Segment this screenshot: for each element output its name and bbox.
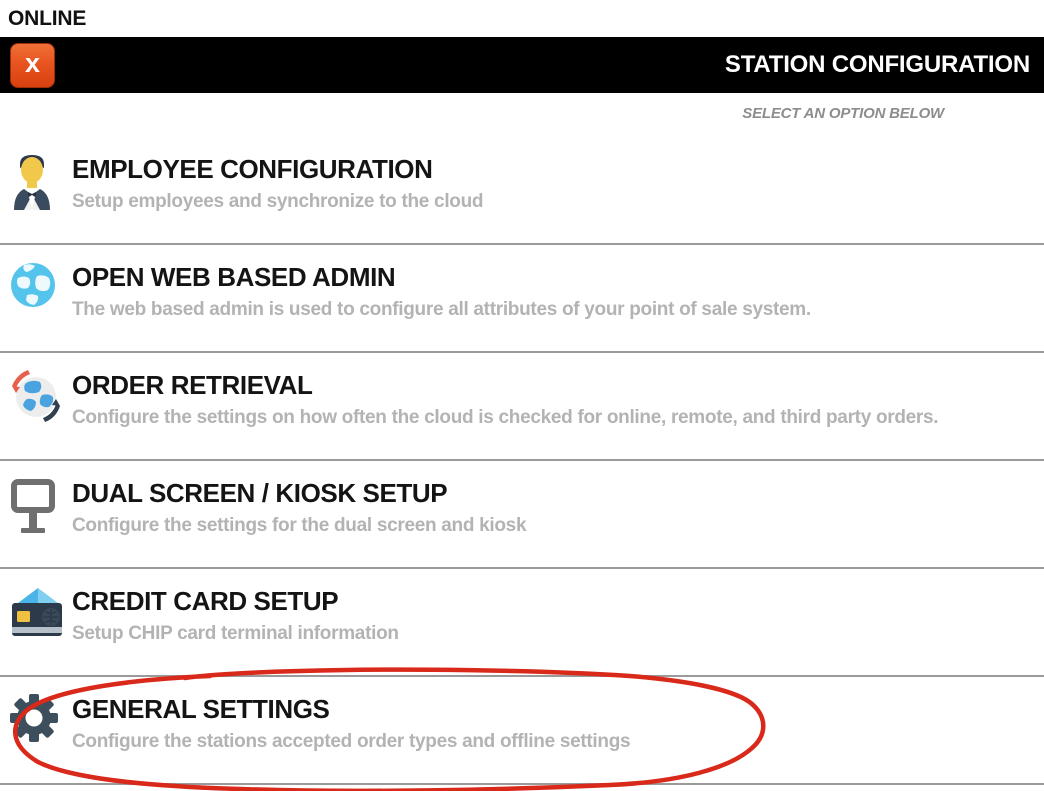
menu-item-description: Configure the settings on how often the cloud is checked for online, remote, and third party orders. [72,406,939,428]
credit-card-icon [10,586,66,647]
menu-item-title: OPEN WEB BASED ADMIN [72,262,396,292]
menu-item-title: ORDER RETRIEVAL [72,370,313,400]
menu-item-general-settings[interactable] [0,677,1044,785]
menu-item-order-retrieval[interactable] [0,353,1044,461]
globe-sync-icon [10,370,62,427]
subheader-hint: SELECT AN OPTION BELOW [742,105,944,122]
status-bar [0,0,1044,37]
menu-item-dual-screen-kiosk-setup[interactable] [0,461,1044,569]
online-status-label: ONLINE [8,6,87,30]
close-button[interactable] [10,43,55,88]
menu-item-title: EMPLOYEE CONFIGURATION [72,154,433,184]
employee-icon [10,154,54,215]
menu-item-description: Configure the settings for the dual screen and kiosk [72,514,527,536]
menu-item-open-web-based-admin[interactable] [0,245,1044,353]
menu-item-description: Configure the stations accepted order types and offline settings [72,730,631,752]
menu-item-description: The web based admin is used to configure all attributes of your point of sale system. [72,298,811,320]
gear-icon [10,694,58,747]
menu-item-title: GENERAL SETTINGS [72,694,330,724]
menu-item-credit-card-setup[interactable] [0,569,1044,677]
monitor-icon [10,478,56,541]
menu-item-title: DUAL SCREEN / KIOSK SETUP [72,478,448,508]
menu-item-employee-configuration[interactable] [0,137,1044,245]
menu-item-description: Setup CHIP card terminal information [72,622,399,644]
page-title: STATION CONFIGURATION [724,51,1030,78]
close-icon: x [24,48,41,78]
header-bar [0,37,1044,93]
globe-icon [10,262,56,313]
menu-item-description: Setup employees and synchronize to the cloud [72,190,484,212]
configuration-menu [0,137,1044,785]
menu-item-title: CREDIT CARD SETUP [72,586,339,616]
